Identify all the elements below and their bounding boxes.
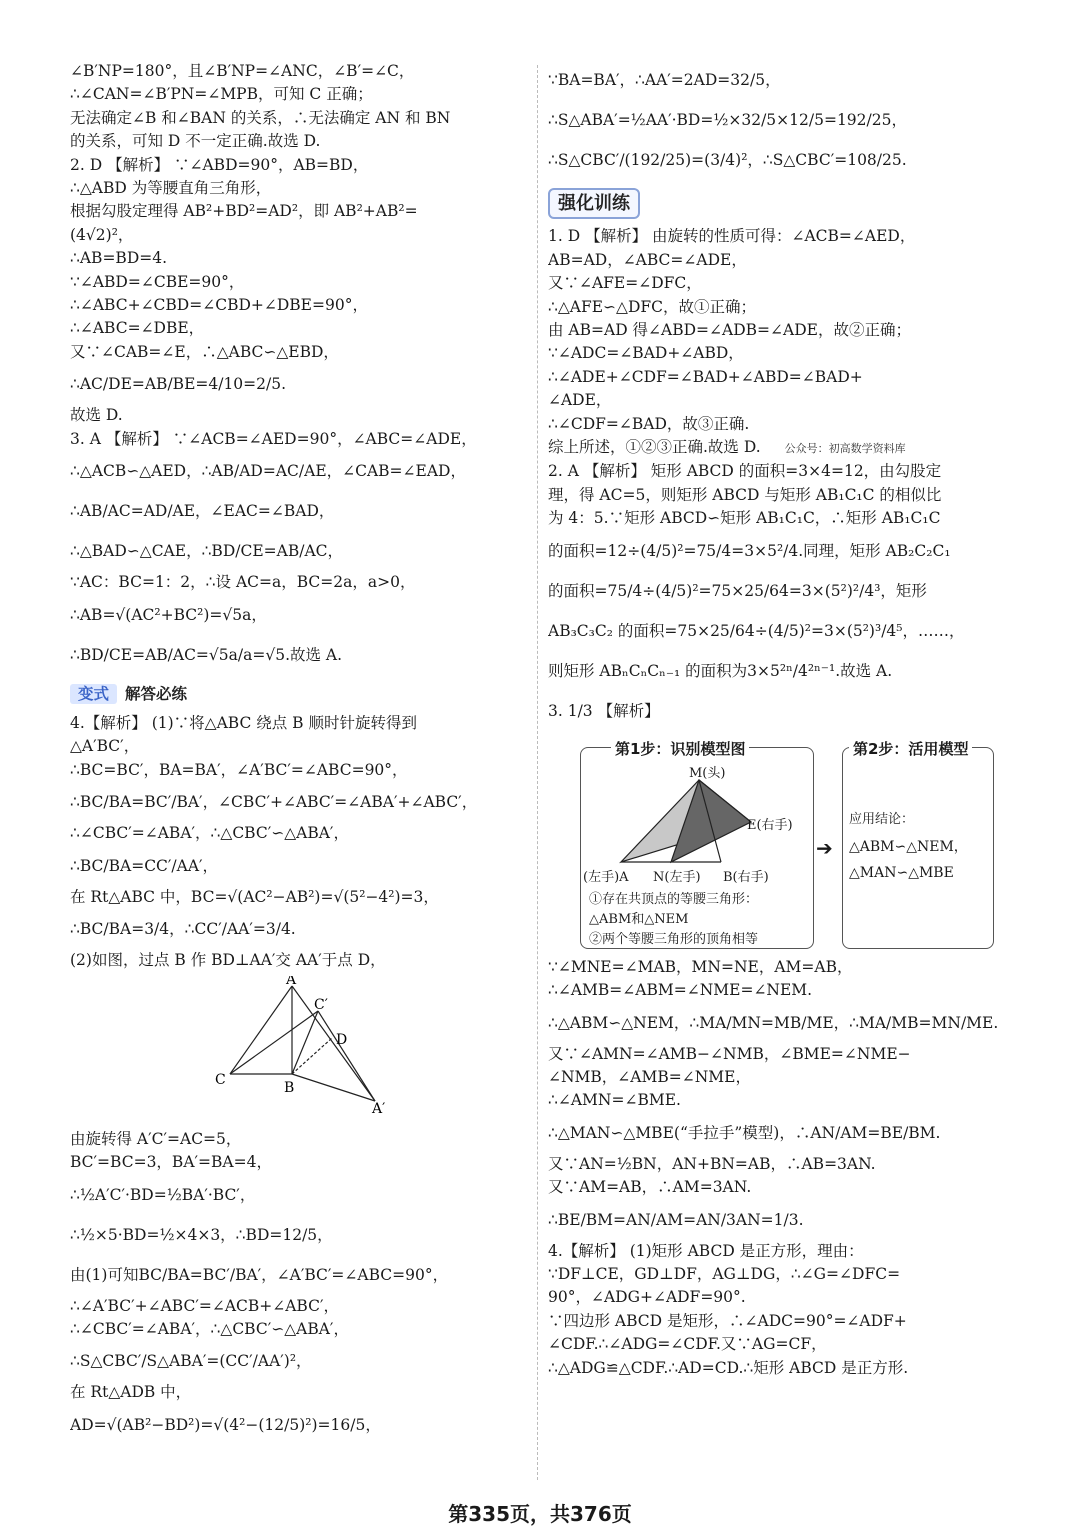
left-line: ∴△BAD∽△CAE，∴BD/CE=AB/AC， — [70, 542, 343, 561]
right-line: ∵BA=BA′，∴AA′=2AD=32/5， — [548, 71, 781, 89]
left-line: ∴△ACB∽△AED，∴AB/AD=AC/AE，∠CAB=∠EAD， — [70, 462, 466, 481]
right2-line: ∠ADE， — [548, 391, 612, 410]
label-m: M(头) — [689, 765, 726, 781]
right4-line: ∴△ABM∽△NEM，∴MA/MN=MB/ME，∴MA/MB=MN/ME. — [548, 1013, 999, 1032]
left3-line: ∴∠A′BC′+∠ABC′=∠ACB+∠ABC′， — [70, 1296, 339, 1315]
step1-title: 第1步：识别模型图 — [611, 738, 749, 761]
fig-label-a-prime: A′ — [372, 1101, 386, 1117]
right4-line: ∴∠AMN=∠BME. — [548, 1091, 681, 1110]
left-line: ∴AB/AC=AD/AE，∠EAC=∠BAD， — [70, 502, 335, 521]
right-column — [548, 60, 1010, 1380]
fig-label-c-prime: C′ — [314, 997, 328, 1014]
left2-line: 4.【解析】 (1)∵将△ABC 绕点 B 顺时针旋转得到 — [70, 713, 417, 732]
note-1: ①存在共顶点的等腰三角形： — [589, 891, 759, 907]
left3-line: ∴∠CBC′=∠ABA′，∴△CBC′∽△ABA′， — [70, 1319, 349, 1338]
left-line: ∴∠CAN=∠B′PN=∠MPB，可知 C 正确； — [70, 85, 373, 104]
right4-line: ∴BE/BM=AN/AM=AN/3AN=1/3. — [548, 1210, 804, 1229]
left-line: ∴△ABD 为等腰直角三角形， — [70, 179, 272, 198]
left2-line: ∴BC/BA=BC′/BA′，∠CBC′+∠ABC′=∠ABA′+∠ABC′， — [70, 793, 478, 812]
right3-line: AB₃C₃C₂ 的面积=75×25/64÷(4/5)²=3×(5²)³/4⁵，……， — [548, 621, 965, 640]
right4-line: 90°，∠ADG+∠ADF=90°. — [548, 1288, 746, 1307]
right4-line: ∠CDF.∴∠ADG=∠CDF.又∵AG=CF， — [548, 1335, 827, 1354]
section-variant-tag: 变式 — [70, 684, 117, 704]
right2-line: 又∵∠AFE=∠DFC， — [548, 274, 702, 293]
left2-line: ∴∠CBC′=∠ABA′，∴△CBC′∽△ABA′， — [70, 824, 349, 843]
left-line: 根据勾股定理得 AB²+BD²=AD²，即 AB²+AB²= — [70, 202, 418, 221]
right2-line: 综上所述，①②③正确.故选 D. 公众号：初高数学资料库 — [548, 438, 906, 457]
label-e: E(右手) — [747, 817, 793, 833]
section-variant — [70, 683, 187, 706]
left3-line: AD=√(AB²−BD²)=√(4²−(12/5)²)=16/5， — [70, 1415, 381, 1434]
model-steps-diagram — [572, 737, 1002, 952]
right2-line: AB=AD，∠ABC=∠ADE， — [548, 250, 747, 269]
left2-line: ∴BC/BA=3/4，∴CC′/AA′=3/4. — [70, 919, 296, 938]
right4-line: ∵四边形 ABCD 是矩形，∴∠ADC=90°=∠ADF+ — [548, 1311, 907, 1330]
fig-label-b: B — [284, 1080, 295, 1097]
right3-line: 则矩形 ABₙCₙCₙ₋₁ 的面积为3×5²ⁿ/4²ⁿ⁻¹.故选 A. — [548, 661, 893, 680]
right2-line: ∴∠CDF=∠BAD，故③正确. — [548, 414, 750, 433]
fig-label-a: A — [286, 976, 297, 989]
column-divider — [537, 65, 538, 1480]
right4-line: 4.【解析】 (1)矩形 ABCD 是正方形，理由： — [548, 1241, 864, 1260]
section-training: 强化训练 — [548, 188, 640, 219]
left2-line: ∴BC=BC′，BA=BA′，∠A′BC′=∠ABC=90°， — [70, 760, 408, 779]
left-line: ∴AB=√(AC²+BC²)=√5a， — [70, 605, 267, 624]
right3-line: 理，得 AC=5，则矩形 ABCD 与矩形 AB₁C₁C 的相似比 — [548, 485, 942, 504]
left2-line: ∴BC/BA=CC′/AA′， — [70, 856, 219, 875]
note-2: △ABM和△NEM — [589, 911, 689, 927]
right2-line: ∵∠ADC=∠BAD+∠ABD， — [548, 344, 744, 363]
conclusion-1: △ABM∽△NEM， — [849, 838, 968, 855]
right2-line: 由 AB=AD 得∠ABD=∠ADB=∠ADE，故②正确； — [548, 321, 911, 340]
left-line: (4√2)²， — [70, 225, 134, 244]
left-line: 又∵∠CAB=∠E，∴△ABC∽△EBD， — [70, 342, 339, 361]
right3-line: 2. A 【解析】 矩形 ABCD 的面积=3×4=12，由勾股定 — [548, 462, 942, 481]
right4-line: ∴△MAN∽△MBE(“手拉手”模型)，∴AN/AM=BE/BM. — [548, 1123, 941, 1142]
label-n: N(左手) — [653, 869, 701, 885]
watermark-text: 公众号：初高数学资料库 — [784, 442, 906, 456]
left-column — [70, 60, 525, 1445]
right3-line: 的面积=12÷(4/5)²=75/4=3×5²/4.同理，矩形 AB₂C₂C₁ — [548, 541, 951, 560]
right2-line: ∴∠ADE+∠CDF=∠BAD+∠ABD=∠BAD+ — [548, 367, 863, 386]
step2-title: 第2步：活用模型 — [849, 738, 972, 761]
arrow-icon: ➔ — [816, 835, 833, 860]
fig-label-c: C — [215, 1072, 226, 1089]
left-line: ∴AB=BD=4. — [70, 249, 168, 268]
right4-line: 又∵AM=AB，∴AM=3AN. — [548, 1178, 752, 1197]
left-line: ∵AC：BC=1：2，∴设 AC=a，BC=2a，a>0， — [70, 573, 416, 592]
label-b: B(右手) — [723, 869, 769, 885]
left3-line: 在 Rt△ADB 中， — [70, 1383, 192, 1402]
right3-line: 的面积=75/4÷(4/5)²=75×25/64=3×(5²)²/4³，矩形 — [548, 581, 927, 600]
note-3: ②两个等腰三角形的顶角相等 — [589, 931, 759, 947]
left-line: 3. A 【解析】 ∵∠ACB=∠AED=90°，∠ABC=∠ADE， — [70, 429, 477, 448]
right4-line: ∴△ADG≌△CDF.∴AD=CD.∴矩形 ABCD 是正方形. — [548, 1358, 909, 1377]
left2-line: (2)如图，过点 B 作 BD⊥AA′交 AA′于点 D， — [70, 950, 386, 969]
left-line: 无法确定∠B 和∠BAN 的关系，∴无法确定 AN 和 BN — [70, 108, 451, 127]
left3-line: ∴½A′C′·BD=½BA′·BC′， — [70, 1185, 256, 1204]
left2-line: △A′BC′， — [70, 737, 140, 756]
right4-line: ∠NMB，∠AMB=∠NME， — [548, 1067, 751, 1086]
left-line: 故选 D. — [70, 406, 123, 425]
left-line: ∴AC/DE=AB/BE=4/10=2/5. — [70, 375, 287, 394]
rotation-figure — [70, 976, 525, 1123]
right3-line: 3. 1/3 【解析】 — [548, 701, 660, 720]
left3-line: 由旋转得 A′C′=AC=5， — [70, 1129, 242, 1148]
left-line: ∴∠ABC=∠DBE， — [70, 319, 205, 338]
right4-line: ∵∠MNE=∠MAB，MN=NE，AM=AB， — [548, 957, 853, 976]
left-line: ∠B′NP=180°，且∠B′NP=∠ANC，∠B′=∠C， — [70, 62, 415, 80]
left-line: 2. D 【解析】 ∵∠ABD=90°，AB=BD， — [70, 155, 369, 174]
left3-line: ∴S△CBC′/S△ABA′=(CC′/AA′)²， — [70, 1352, 312, 1371]
page-footer: 第335页，共376页 — [448, 1502, 632, 1526]
right-line: ∴S△CBC′/(192/25)=(3/4)²，∴S△CBC′=108/25. — [548, 151, 907, 169]
apply-label: 应用结论： — [849, 811, 915, 827]
left3-line: ∴½×5·BD=½×4×3，∴BD=12/5， — [70, 1225, 333, 1244]
left-line: ∵∠ABD=∠CBE=90°， — [70, 272, 245, 291]
right4-line: 又∵∠AMN=∠AMB−∠NMB，∠BME=∠NME− — [548, 1044, 911, 1063]
step2-box — [842, 739, 994, 949]
step1-box — [580, 739, 814, 949]
fig-label-d: D — [336, 1032, 348, 1049]
left3-line: 由(1)可知BC/BA=BC′/BA′，∠A′BC′=∠ABC=90°， — [70, 1265, 449, 1284]
label-a: (左手)A — [583, 869, 629, 885]
right4-line: 又∵AN=½BN，AN+BN=AB，∴AB=3AN. — [548, 1154, 876, 1173]
right2-line: ∴△AFE∽△DFC，故①正确； — [548, 297, 756, 316]
left-line: ∴BD/CE=AB/AC=√5a/a=√5.故选 A. — [70, 645, 343, 664]
right3-line: 为 4：5.∵矩形 ABCD∽矩形 AB₁C₁C，∴矩形 AB₁C₁C — [548, 509, 941, 528]
conclusion-2: △MAN∽△MBE — [849, 864, 954, 881]
right2-line: 1. D 【解析】 由旋转的性质可得：∠ACB=∠AED， — [548, 227, 916, 246]
right4-line: ∴∠AMB=∠ABM=∠NME=∠NEM. — [548, 981, 813, 1000]
left-line: 的关系，可知 D 不一定正确.故选 D. — [70, 132, 321, 151]
left3-line: BC′=BC=3，BA′=BA=4， — [70, 1153, 272, 1172]
left2-line: 在 Rt△ABC 中，BC=√(AC²−AB²)=√(5²−4²)=3， — [70, 887, 439, 906]
right4-line: ∵DF⊥CE，GD⊥DF，AG⊥DG，∴∠G=∠DFC= — [548, 1264, 901, 1283]
section-variant-label: 解答必练 — [125, 684, 188, 703]
right-line: ∴S△ABA′=½AA′·BD=½×32/5×12/5=192/25， — [548, 111, 907, 129]
left-line: ∴∠ABC+∠CBD=∠CBD+∠DBE=90°， — [70, 296, 368, 315]
